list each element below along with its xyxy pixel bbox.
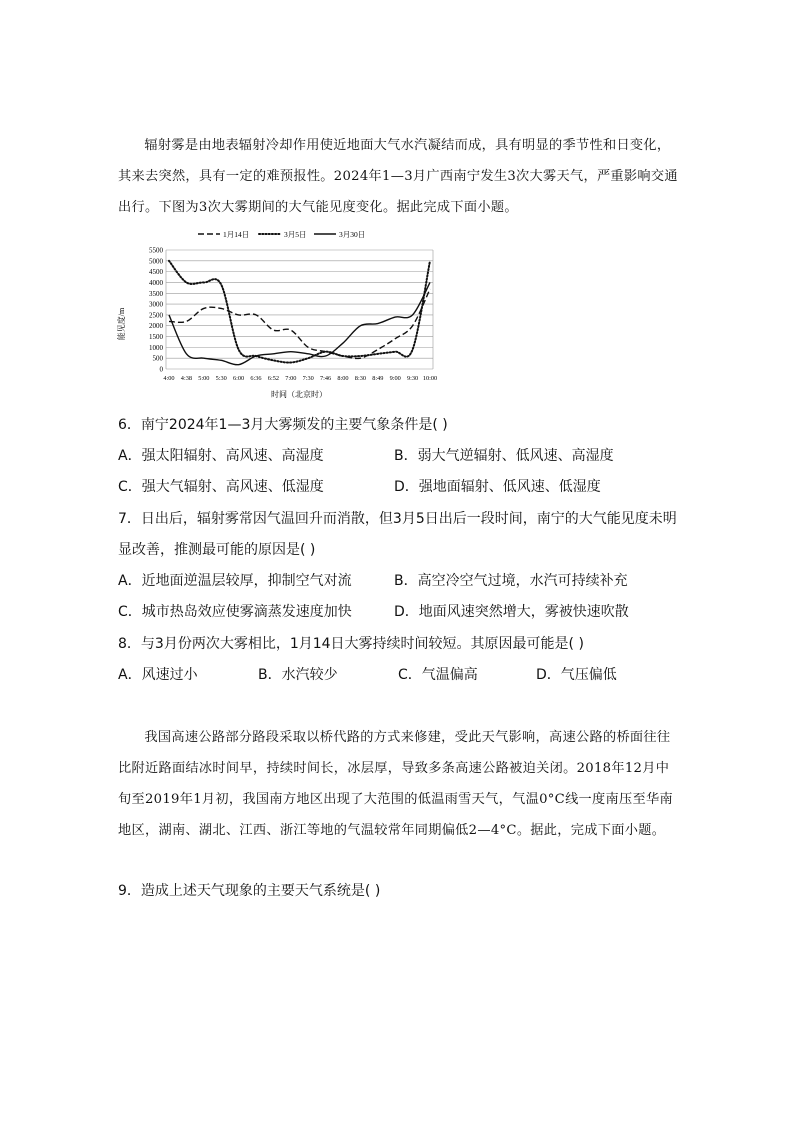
y-tick-label: 3500 (149, 289, 163, 298)
question-7-options-row1 (118, 570, 683, 594)
x-tick-label: 7:00 (285, 375, 297, 382)
series-line-1 (169, 289, 430, 359)
x-tick-label: 5:30 (215, 375, 227, 382)
y-tick-label: 5500 (149, 246, 163, 255)
y-tick-label: 1000 (149, 343, 163, 352)
y-tick-label: 2500 (149, 311, 163, 320)
x-tick-label: 7:30 (302, 375, 314, 382)
visibility-line-chart (118, 226, 448, 404)
y-tick-label: 4500 (149, 268, 163, 277)
question-7-options-row2 (118, 601, 683, 625)
x-tick-label: 9:00 (389, 375, 401, 382)
x-tick-label: 4:00 (163, 375, 175, 382)
question-6-options-row1 (118, 445, 683, 469)
q7-option-c[interactable]: C．城市热岛效应使雾滴蒸发速度加快 (118, 604, 352, 620)
y-tick-label: 2000 (149, 322, 163, 331)
x-axis-label: 时间（北京时） (271, 390, 327, 399)
passage-fog: 辐射雾是由地表辐射冷却作用使近地面大气水汽凝结而成，具有明显的季节性和日变化，其来去突然，具有一定的难预报性。2024年1—3月广西南宁发生3次大雾天气，严重影响交通出行。下图为3次大雾期间的大气能见度变化。据此完成下面小题。 (118, 138, 678, 215)
q7-option-b[interactable]: B．高空冷空气过境，水汽可持续补充 (394, 573, 628, 589)
question-9-stem: 9．造成上述天气现象的主要天气系统是( ) (118, 883, 381, 899)
legend-label: 3月30日 (339, 230, 366, 239)
visibility-chart (118, 226, 448, 408)
x-tick-label: 10:00 (422, 375, 438, 382)
y-tick-labels (149, 247, 164, 374)
x-tick-labels (163, 375, 437, 382)
question-6-stem: 6．南宁2024年1—3月大雾频发的主要气象条件是( ) (118, 417, 448, 433)
question-8-stem: 8．与3月份两次大雾相比，1月14日大雾持续时间较短。其原因最可能是( ) (118, 636, 584, 652)
question-8-options (118, 664, 683, 688)
y-axis-label: 能见度/m (117, 307, 126, 341)
passage-freezing-rain: 我国高速公路部分路段采取以桥代路的方式来修建，受此天气影响，高速公路的桥面往往比附近路面结冰时间早，持续时间长，冰层厚，导致多条高速公路被迫关闭。2018年12月中旬至2019年1月初，我国南方地区出现了大范围的低温雨雪天气，气温0°C线一度南压至华南地区，湖南、湖北、江西、浙江等地的气温较常年同期偏低2—4°C。据此，完成下面小题。 (118, 730, 673, 838)
x-tick-label: 6:36 (250, 375, 262, 382)
q8-option-c[interactable]: C．气温偏高 (398, 667, 478, 683)
x-tick-label: 9:30 (406, 375, 419, 382)
legend-label: 1月14日 (223, 230, 250, 239)
chart-series (169, 261, 430, 365)
x-tick-label: 6:52 (267, 375, 280, 382)
chart-legend (198, 230, 365, 239)
y-tick-label: 0 (159, 365, 163, 374)
y-tick-label: 3000 (149, 300, 163, 309)
q6-option-d[interactable]: D．强地面辐射、低风速、低湿度 (394, 479, 601, 495)
y-tick-label: 4000 (149, 278, 163, 287)
y-tick-label: 500 (152, 354, 163, 363)
y-tick-label: 1500 (149, 333, 163, 342)
q6-option-a[interactable]: A．强太阳辐射、高风速、高湿度 (118, 448, 324, 464)
x-tick-label: 7:46 (319, 375, 332, 382)
question-6-options-row2 (118, 476, 683, 500)
x-tick-label: 6:00 (232, 375, 245, 382)
question-7-stem: 7．日出后，辐射雾常因气温回升而消散，但3月5日出后一段时间，南宁的大气能见度未明显改善，推测最可能的原因是( ) (118, 511, 677, 558)
x-tick-label: 4:38 (180, 375, 193, 382)
legend-label: 3月5日 (284, 230, 307, 239)
q8-option-d[interactable]: D．气压偏低 (536, 667, 617, 683)
q8-option-a[interactable]: A．风速过小 (118, 667, 198, 683)
x-tick-label: 8:30 (354, 375, 367, 382)
q6-option-c[interactable]: C．强大气辐射、高风速、低湿度 (118, 479, 324, 495)
q7-option-a[interactable]: A．近地面逆温层较厚，抑制空气对流 (118, 573, 352, 589)
q6-option-b[interactable]: B．弱大气逆辐射、低风速、高湿度 (394, 448, 614, 464)
x-tick-label: 8:00 (337, 375, 349, 382)
y-tick-label: 5000 (149, 257, 163, 266)
x-tick-label: 8:49 (372, 375, 384, 382)
q8-option-b[interactable]: B．水汽较少 (258, 667, 338, 683)
q7-option-d[interactable]: D．地面风速突然增大，雾被快速吹散 (394, 604, 629, 620)
x-tick-label: 5:00 (198, 375, 210, 382)
